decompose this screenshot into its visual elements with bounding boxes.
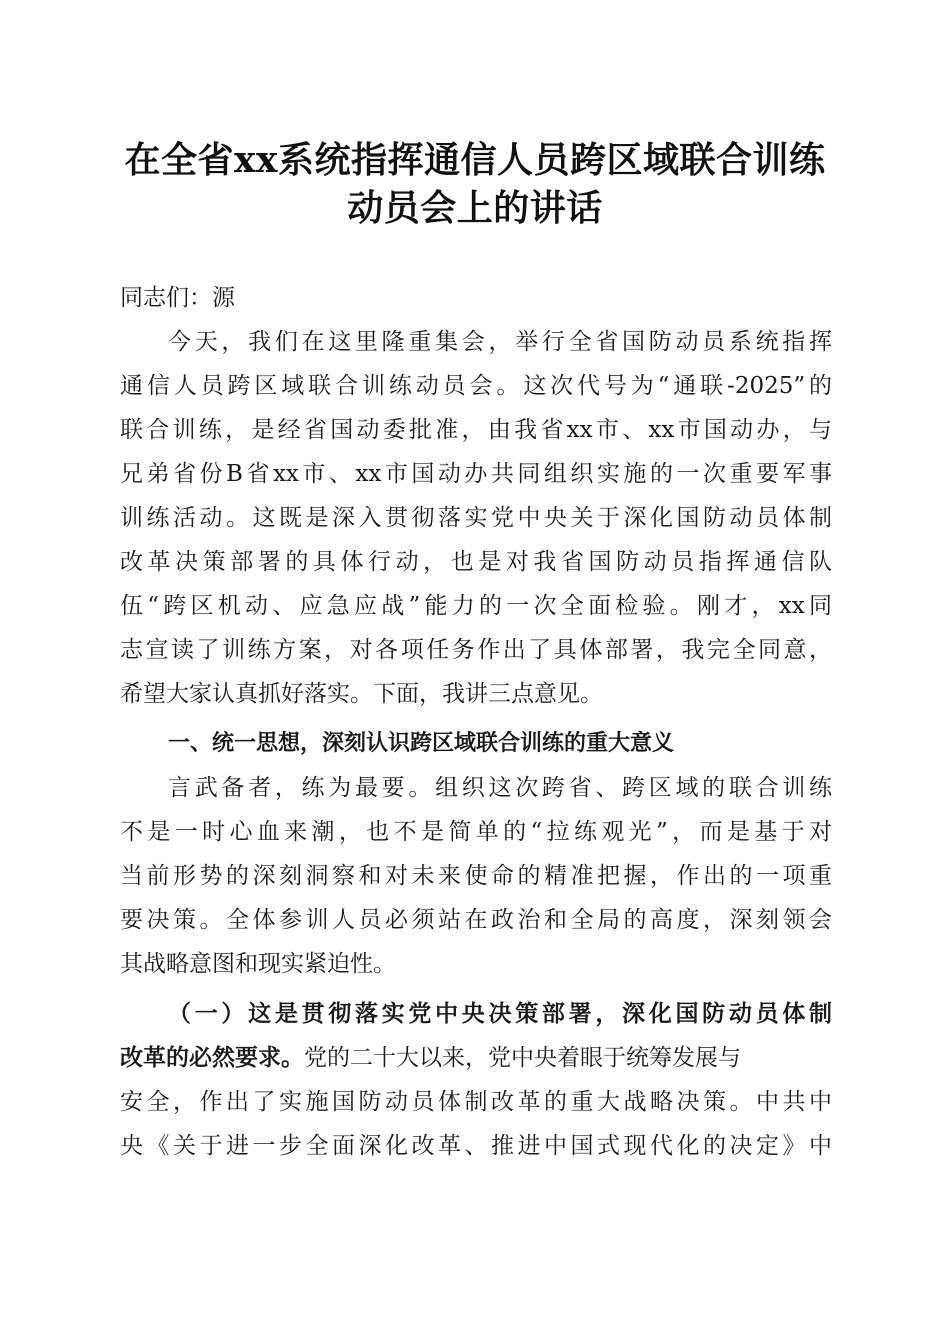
paragraph-3-bold-lead: （一）这是贯彻落实党中央决策部署，深化国防动员体制 [168, 1000, 832, 1027]
paragraph-3-line: 央《关于进一步全面深化改革、推进中国式现代化的决定》中 [120, 1133, 832, 1159]
salutation: 同志们：源 [120, 285, 235, 311]
paragraph-1-line: 希望大家认真抓好落实。下面，我讲三点意见。 [120, 681, 603, 707]
paragraph-1-line: 兄弟省份B省xx市、xx市国动办共同组织实施的一次重要军事 [120, 461, 832, 487]
paragraph-1-line: 今天，我们在这里隆重集会，举行全省国防动员系统指挥 [168, 329, 832, 355]
paragraph-3-line-rest: 党的二十大以来，党中央着眼于统筹发展与 [304, 1045, 741, 1071]
paragraph-1-line: 改革决策部署的具体行动，也是对我省国防动员指挥通信队 [120, 549, 832, 575]
document-title-line-2: 动员会上的讲话 [347, 187, 603, 229]
document-title-line-1: 在全省xx系统指挥通信人员跨区域联合训练 [124, 139, 826, 181]
paragraph-2-line: 言武备者，练为最要。组织这次跨省、跨区域的联合训练 [168, 775, 832, 801]
paragraph-3-line [120, 1036, 832, 1080]
paragraph-1-line: 志宣读了训练方案，对各项任务作出了具体部署，我完全同意， [120, 637, 832, 663]
paragraph-3-bold-lead-end: 改革的必然要求。 [120, 1044, 304, 1071]
section-heading-1: 一、统一思想，深刻认识跨区域联合训练的重大意义 [168, 731, 675, 756]
paragraph-2-line: 不是一时心血来潮，也不是简单的“拉练观光”，而是基于对 [120, 819, 832, 845]
paragraph-1-line: 训练活动。这既是深入贯彻落实党中央关于深化国防动员体制 [120, 505, 832, 531]
paragraph-1-line: 伍“跨区机动、应急应战”能力的一次全面检验。刚才，xx同 [120, 593, 832, 619]
paragraph-2-line: 其战略意图和现实紧迫性。 [120, 951, 396, 977]
paragraph-2-line: 当前形势的深刻洞察和对未来使命的精准把握，作出的一项重 [120, 863, 832, 889]
paragraph-1-line: 通信人员跨区域联合训练动员会。这次代号为“通联-2025”的 [120, 373, 832, 399]
paragraph-2-line: 要决策。全体参训人员必须站在政治和全局的高度，深刻领会 [120, 907, 832, 933]
paragraph-3-line: 安全，作出了实施国防动员体制改革的重大战略决策。中共中 [120, 1089, 832, 1115]
paragraph-1-line: 联合训练，是经省国动委批准，由我省xx市、xx市国动办，与 [120, 417, 832, 443]
